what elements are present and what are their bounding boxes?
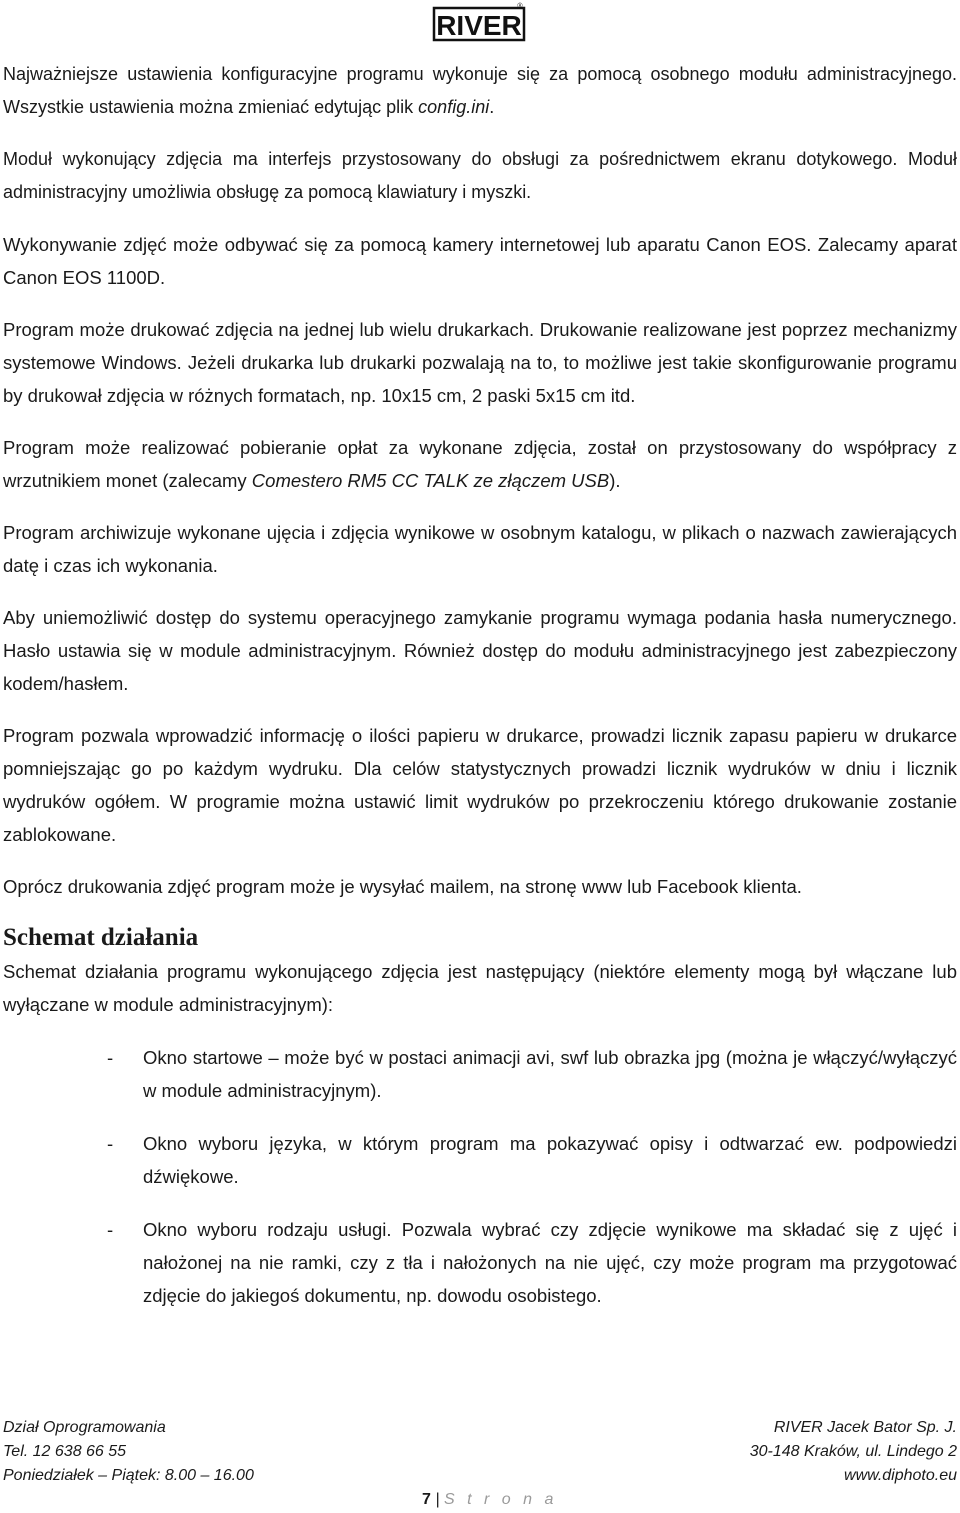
list-dash: - — [107, 1047, 114, 1068]
paragraph-archive: Program archiwizuje wykonane ujęcia i zdjęcia wynikowe w osobnym katalogu, w plikach o nazwach zawierających datę i czas ich wykonania. — [3, 522, 957, 576]
list-item — [3, 1127, 957, 1193]
paragraph-payment-end: ). — [609, 470, 621, 491]
page-number — [422, 1488, 557, 1512]
document-body — [3, 58, 957, 1332]
paragraph-camera: Wykonywanie zdjęć może odbywać się za pomocą kamery internetowej lub aparatu Canon EOS. Zalecamy aparat Canon EOS 1100D. — [3, 234, 957, 288]
paragraph-password: Aby uniemożliwić dostęp do systemu operacyjnego zamykanie programu wymaga podania hasła numerycznego. Hasło ustawia się w module administracyjnym. Również dostęp do modułu administracyjnego jest zabezpieczony kodem/hasłem. — [3, 607, 957, 694]
page-number-separator: | — [435, 1491, 440, 1508]
page-number-value: 7 — [422, 1491, 431, 1508]
list-item-text: Okno wyboru języka, w którym program ma pokazywać opisy i odtwarzać ew. podpowiedzi dźwiękowe. — [143, 1133, 957, 1187]
paragraph-schema-intro: Schemat działania programu wykonującego zdjęcia jest następujący (niektóre elementy mogą był włączane lub wyłączane w module administracyjnym): — [3, 961, 957, 1015]
page-label: S t r o n a — [443, 1491, 558, 1508]
list-dash: - — [107, 1219, 114, 1240]
list-item-text: Okno startowe – może być w postaci animacji avi, swf lub obrazka jpg (można je włączyć/wyłączyć w module administracyjnym). — [143, 1047, 957, 1101]
list-dash: - — [107, 1133, 114, 1154]
schema-list — [3, 1041, 957, 1312]
config-file-name: config.ini — [418, 97, 490, 117]
footer-address: 30-148 Kraków, ul. Lindego 2 — [749, 1443, 957, 1460]
river-logo — [432, 2, 526, 42]
paragraph-config-end: . — [489, 97, 495, 117]
paragraph-config-text: Najważniejsze ustawienia konfiguracyjne programu wykonuje się za pomocą osobnego modułu administracyjnego. Wszystkie ustawienia można zmieniać edytując plik — [3, 64, 957, 117]
footer-hours: Poniedziałek – Piątek: 8.00 – 16.00 — [3, 1467, 254, 1484]
list-item-text: Okno wyboru rodzaju usługi. Pozwala wybrać czy zdjęcie wynikowe ma składać się z ujęć i nałożonej na nie ramki, czy z tła i nałożonych na nie ujęć, czy może program ma przygotować zdjęcie do jakiegoś dokumentu, np. dowodu osobistego. — [143, 1219, 957, 1306]
paragraph-sharing: Oprócz drukowania zdjęć program może je wysyłać mailem, na stronę www lub Facebook klienta. — [3, 876, 802, 897]
footer-company: RIVER Jacek Bator Sp. J. — [773, 1419, 957, 1436]
footer-website: www.diphoto.eu — [844, 1467, 957, 1484]
footer-contact-left — [3, 1416, 403, 1488]
footer-department: Dział Oprogramowania — [3, 1419, 166, 1436]
logo-registered-mark: ® — [517, 3, 523, 10]
paragraph-payment — [3, 431, 957, 497]
paragraph-interface: Moduł wykonujący zdjęcia ma interfejs przystosowany do obsługi za pośrednictwem ekranu dotykowego. Moduł administracyjny umożliwia obsługę za pomocą klawiatury i myszki. — [3, 149, 957, 202]
paragraph-config — [3, 58, 957, 124]
section-heading: Schemat działania — [3, 924, 199, 951]
footer-phone: Tel. 12 638 66 55 — [3, 1443, 127, 1460]
logo-text: RIVER — [436, 10, 522, 41]
paragraph-printing: Program może drukować zdjęcia na jednej lub wielu drukarkach. Drukowanie realizowane jest poprzez mechanizmy systemowe Windows. Jeżeli drukarka lub drukarki pozwalają na to, to możliwe jest takie skonfigurowanie programu by drukował zdjęcia w różnych formatach, np. 10x15 cm, 2 paski 5x15 cm itd. — [3, 319, 957, 406]
footer-contact-right — [557, 1416, 957, 1488]
paragraph-paper-counter: Program pozwala wprowadzić informację o ilości papieru w drukarce, prowadzi licznik zapasu papieru w drukarce pomniejszając go po każdym wydruku. Dla celów statystycznych prowadzi licznik wydruków w dniu i licznik wydruków ogółem. W programie można ustawić limit wydruków po przekroczeniu którego drukowanie zostanie zablokowane. — [3, 725, 957, 845]
list-item — [3, 1041, 957, 1107]
paragraph-payment-text: Program może realizować pobieranie opłat za wykonane zdjęcia, został on przystosowany do współpracy z wrzutnikiem monet (zalecamy — [3, 437, 957, 491]
coin-acceptor-model: Comestero RM5 CC TALK ze złączem USB — [251, 470, 610, 491]
list-item — [3, 1213, 957, 1312]
